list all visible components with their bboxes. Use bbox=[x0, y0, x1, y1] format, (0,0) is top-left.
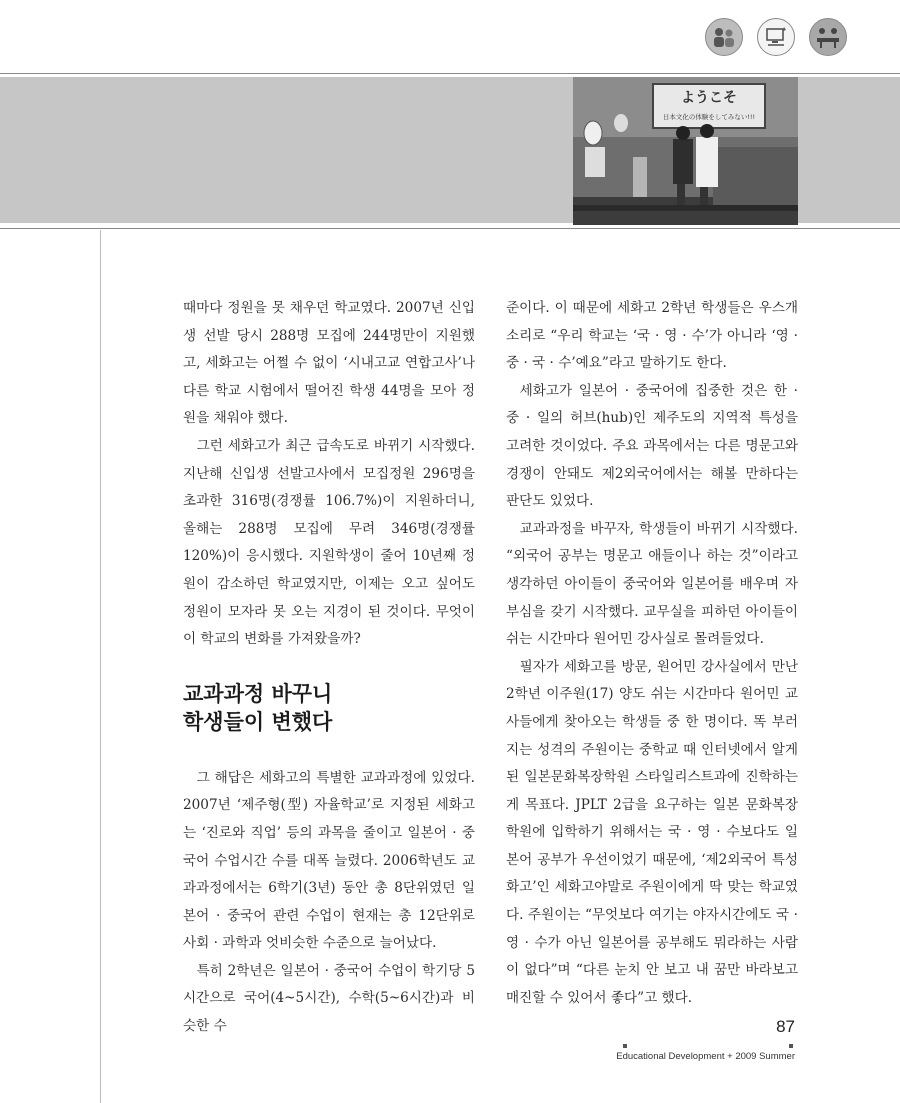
publication-footer: Educational Development + 2009 Summer bbox=[616, 1051, 795, 1062]
page-number: 87 bbox=[776, 1017, 795, 1036]
computer-icon bbox=[757, 18, 795, 56]
paragraph: 그 해답은 세화고의 특별한 교과과정에 있었다. 2007년 ‘제주형(型) 자율학교’로 지정된 세화고는 ‘진로와 직업’ 등의 과목을 줄이고 일본어 · 중국어 수업시간 수를 대폭 늘렸다. 2006학년도 교과과정에서는 6학기(3년) 동안 총 8단위였던 일본어 · 중국어 관련 수업이 현재는 총 12단위로 사회 · 과학과 엇비슷한 수준으로 늘어났다. bbox=[183, 769, 475, 952]
festival-photo bbox=[573, 77, 798, 225]
meeting-icon bbox=[809, 18, 847, 56]
paragraph: 준이다. 이 때문에 세화고 2학년 학생들은 우스개 소리로 “우리 학교는 ‘국 · 영 · 수’가 아니라 ‘영 · 중 · 국 · 수’예요”라고 말하기도 한다. bbox=[506, 300, 798, 372]
section-heading-line: 학생들이 변했다 bbox=[183, 708, 333, 734]
footer-square bbox=[789, 1044, 793, 1048]
paragraph: 때마다 정원을 못 채우던 학교였다. 2007년 신입생 선발 당시 288명 모집에 244명만이 지원했고, 세화고는 어쩔 수 없이 ‘시내고교 연합고사’나 다른 학교 시험에서 떨어진 학생 44명을 모아 정원을 채워야 했다. bbox=[183, 300, 475, 427]
paragraph: 특히 2학년은 일본어 · 중국어 수업이 학기당 5시간으로 국어(4~5시간), 수학(5~6시간)과 비슷한 수 bbox=[183, 962, 475, 1035]
left-column bbox=[183, 295, 475, 1041]
margin-line bbox=[100, 230, 101, 1103]
footer-square bbox=[623, 1044, 627, 1048]
section-heading bbox=[183, 680, 475, 736]
top-rule bbox=[0, 73, 900, 74]
paragraph: 세화고가 일본어 · 중국어에 집중한 것은 한 · 중 · 일의 허브(hub)인 제주도의 지역적 특성을 고려한 것이었다. 주요 과목에서는 다른 명문고와 경쟁이 안돼도 제2외국어에서는 해볼 만하다는 판단도 있었다. bbox=[506, 382, 798, 510]
photo-sign-subtitle: 日本文化の体験をしてみない!!! bbox=[662, 113, 756, 121]
header-icons bbox=[705, 18, 847, 56]
paragraph: 그런 세화고가 최근 급속도로 바뀌기 시작했다. 지난해 신입생 선발고사에서 모집정원 296명을 초과한 316명(경쟁률 106.7%)이 지원하더니, 올해는 288명 모집에 무려 346명(경쟁률 120%)이 응시했다. 지원학생이 줄어 10년째 정원이 감소하던 학교였지만, 이제는 오고 싶어도 정원이 모자라 못 오는 지경이 된 것이다. 무엇이 이 학교의 변화를 가져왔을까? bbox=[183, 437, 475, 648]
photo-sign-title: ようこそ bbox=[681, 90, 737, 106]
right-column bbox=[506, 295, 798, 1012]
paragraph: 교과과정을 바꾸자, 학생들이 바뀌기 시작했다. “외국어 공부는 명문고 애들이나 하는 것”이라고 생각하던 아이들이 중국어와 일본어를 배우며 자부심을 갖기 시작했다. 교무실을 피하던 아이들이 쉬는 시간마다 원어민 강사실로 몰려들었다. bbox=[506, 520, 798, 648]
paragraph: 필자가 세화고를 방문, 원어민 강사실에서 만난 2학년 이주원(17) 양도 쉬는 시간마다 원어민 교사들에게 찾아오는 학생들 중 한 명이다. 똑 부러지는 성격의 주원이는 중학교 때 인터넷에서 알게 된 일본문화복장학원 스타일리스트과에 진학하는 게 목표다. JPLT 2급을 요구하는 일본 문화복장학원에 입학하기 위해서는 국 · 영 · 수보다도 일본어 공부가 우선이었기 때문에, ‘제2외국어 특성화고’인 세화고야말로 주원이에게 딱 맞는 학교였다. 주원이는 “무엇보다 여기는 야자시간에도 국 · 영 · 수가 아닌 일본어를 공부해도 뭐라하는 사람이 없다”며 “다른 눈치 안 보고 내 꿈만 바라보고 매진할 수 있어서 좋다”고 했다. bbox=[506, 658, 798, 1006]
people-icon bbox=[705, 18, 743, 56]
section-heading-line: 교과과정 바꾸니 bbox=[183, 680, 333, 706]
banner-bottom-rule bbox=[0, 228, 900, 229]
